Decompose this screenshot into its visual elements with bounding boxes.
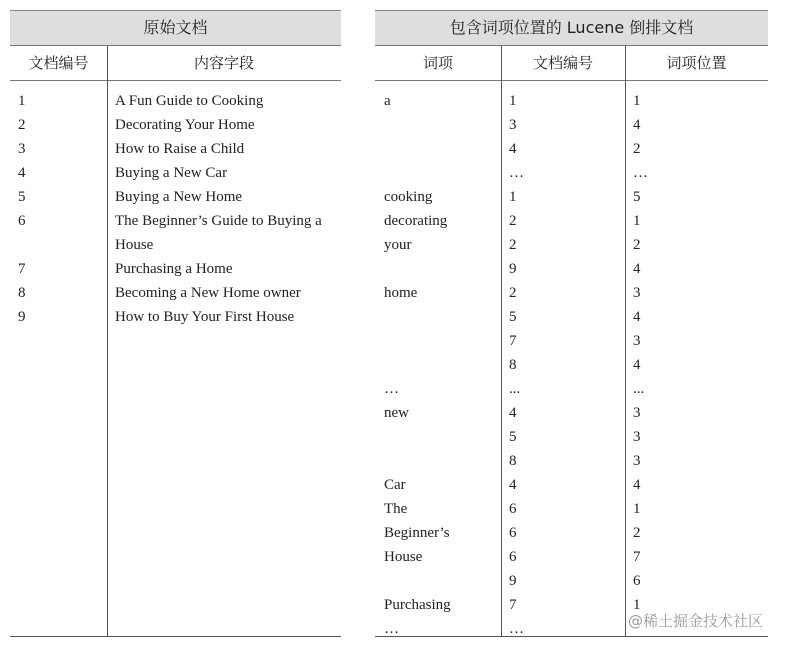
table-cell bbox=[375, 353, 501, 377]
table-cell: 7 bbox=[509, 597, 517, 613]
table-cell: … bbox=[384, 381, 399, 397]
table-cell: Purchasing a Home bbox=[115, 261, 233, 277]
table-cell: 1 bbox=[509, 189, 517, 205]
table-cell: 1 bbox=[633, 597, 641, 613]
table-cell: 2 bbox=[18, 117, 26, 133]
table-row bbox=[375, 521, 768, 545]
table-cell: 9 bbox=[509, 573, 517, 589]
table-cell bbox=[375, 329, 501, 353]
header-doc-id: 文档编号 bbox=[28, 54, 89, 72]
table-cell: How to Raise a Child bbox=[115, 141, 245, 157]
table-cell: 6 bbox=[509, 501, 517, 517]
table-row bbox=[375, 353, 768, 377]
table-cell bbox=[375, 425, 501, 449]
table-cell: Car bbox=[384, 477, 406, 493]
table-cell: 4 bbox=[633, 477, 641, 493]
table-cell: 4 bbox=[509, 477, 517, 493]
table-cell: 1 bbox=[633, 501, 641, 517]
table-row bbox=[375, 449, 768, 473]
table-cell: 6 bbox=[509, 525, 517, 541]
table-cell: 3 bbox=[633, 429, 641, 445]
original-documents-table bbox=[10, 10, 341, 637]
table-cell: 3 bbox=[633, 285, 641, 301]
left-table-body bbox=[10, 81, 341, 637]
table-row bbox=[375, 209, 768, 233]
table-cell: 3 bbox=[633, 453, 641, 469]
table-cell: … bbox=[509, 165, 524, 181]
header-doc-id: 文档编号 bbox=[532, 54, 593, 72]
table-row bbox=[375, 161, 768, 185]
table-cell: 4 bbox=[509, 141, 517, 157]
table-cell: Beginner’s bbox=[384, 525, 450, 541]
table-cell: 7 bbox=[509, 333, 517, 349]
table-row bbox=[375, 113, 768, 137]
table-cell: 8 bbox=[18, 285, 26, 301]
watermark: @稀土掘金技术社区 bbox=[628, 612, 764, 630]
table-cell: ... bbox=[509, 381, 521, 397]
table-cell: 3 bbox=[633, 405, 641, 421]
table-row bbox=[10, 257, 341, 281]
table-cell: House bbox=[115, 237, 154, 253]
right-table-title: 包含词项位置的 Lucene 倒排文档 bbox=[375, 10, 768, 45]
table-cell: Becoming a New Home owner bbox=[115, 285, 301, 301]
table-row bbox=[10, 137, 341, 161]
table-cell: cooking bbox=[384, 189, 433, 205]
table-cell: 5 bbox=[18, 189, 26, 205]
table-row bbox=[375, 281, 768, 305]
table-row bbox=[10, 305, 341, 329]
table-cell: your bbox=[384, 237, 412, 253]
table-cell: 4 bbox=[633, 357, 641, 373]
table-cell: 8 bbox=[509, 453, 517, 469]
header-term: 词项 bbox=[422, 54, 453, 72]
table-cell: 7 bbox=[633, 549, 641, 565]
table-cell: … bbox=[633, 165, 648, 181]
table-cell: 1 bbox=[509, 93, 517, 109]
table-row bbox=[375, 473, 768, 497]
table-row bbox=[375, 137, 768, 161]
table-row bbox=[10, 185, 341, 209]
table-cell: ... bbox=[633, 381, 645, 397]
table-cell: 7 bbox=[18, 261, 26, 277]
table-row bbox=[10, 113, 341, 137]
table-cell: decorating bbox=[384, 213, 448, 229]
table-row bbox=[375, 305, 768, 329]
table-row bbox=[375, 185, 768, 209]
table-cell: 4 bbox=[633, 309, 641, 325]
table-row bbox=[10, 233, 341, 257]
table-cell: 1 bbox=[633, 213, 641, 229]
table-cell: 6 bbox=[509, 549, 517, 565]
table-cell: … bbox=[384, 621, 399, 637]
right-table-body bbox=[375, 81, 768, 637]
table-cell: A Fun Guide to Cooking bbox=[115, 93, 264, 109]
table-cell bbox=[375, 161, 501, 185]
table-cell: Purchasing bbox=[384, 597, 451, 613]
table-cell: 4 bbox=[509, 405, 517, 421]
table-row bbox=[375, 329, 768, 353]
table-cell: 4 bbox=[633, 117, 641, 133]
table-cell: Buying a New Home bbox=[115, 189, 243, 205]
table-row bbox=[375, 401, 768, 425]
table-cell bbox=[375, 113, 501, 137]
right-table-header bbox=[375, 45, 768, 81]
table-cell: 6 bbox=[633, 573, 641, 589]
table-cell: 4 bbox=[18, 165, 26, 181]
table-cell: home bbox=[384, 285, 418, 301]
table-cell: 2 bbox=[509, 285, 517, 301]
header-content-field: 内容字段 bbox=[193, 54, 254, 72]
table-cell: … bbox=[509, 621, 524, 637]
table-cell bbox=[375, 137, 501, 161]
table-cell: 3 bbox=[633, 333, 641, 349]
table-cell: 3 bbox=[18, 141, 26, 157]
table-cell: 1 bbox=[633, 93, 641, 109]
table-cell: 6 bbox=[18, 213, 26, 229]
table-row bbox=[375, 497, 768, 521]
table-cell: 5 bbox=[509, 309, 517, 325]
table-cell: How to Buy Your First House bbox=[115, 309, 295, 325]
table-cell: 9 bbox=[509, 261, 517, 277]
table-cell: House bbox=[384, 549, 423, 565]
table-cell: 4 bbox=[633, 261, 641, 277]
table-cell bbox=[375, 569, 501, 593]
table-cell: 5 bbox=[509, 429, 517, 445]
table-row bbox=[10, 161, 341, 185]
inverted-index-table bbox=[375, 10, 768, 637]
table-row bbox=[375, 257, 768, 281]
table-cell: 8 bbox=[509, 357, 517, 373]
left-table-header bbox=[10, 45, 341, 81]
table-cell: 2 bbox=[509, 213, 517, 229]
table-row bbox=[10, 209, 341, 233]
table-row bbox=[375, 425, 768, 449]
table-cell bbox=[375, 305, 501, 329]
table-cell: a bbox=[384, 93, 391, 109]
left-table-title: 原始文档 bbox=[10, 10, 341, 45]
table-row bbox=[375, 545, 768, 569]
table-cell: 1 bbox=[18, 93, 26, 109]
table-cell bbox=[10, 233, 107, 257]
table-row bbox=[375, 233, 768, 257]
table-row bbox=[375, 569, 768, 593]
table-cell: 2 bbox=[633, 237, 641, 253]
table-cell: new bbox=[384, 405, 409, 421]
table-row bbox=[375, 89, 768, 113]
table-cell: 3 bbox=[509, 117, 517, 133]
table-cell bbox=[375, 257, 501, 281]
table-cell: Buying a New Car bbox=[115, 165, 228, 181]
table-cell: 2 bbox=[633, 525, 641, 541]
table-cell bbox=[375, 449, 501, 473]
table-cell: The Beginner’s Guide to Buying a bbox=[115, 213, 322, 229]
header-term-position: 词项位置 bbox=[666, 54, 727, 72]
table-row bbox=[10, 281, 341, 305]
table-cell: 5 bbox=[633, 189, 641, 205]
table-row bbox=[10, 89, 341, 113]
table-cell: 2 bbox=[509, 237, 517, 253]
table-cell: 2 bbox=[633, 141, 641, 157]
table-row bbox=[375, 377, 768, 401]
table-cell: 9 bbox=[18, 309, 26, 325]
table-cell: Decorating Your Home bbox=[115, 117, 255, 133]
table-cell: The bbox=[384, 501, 408, 517]
